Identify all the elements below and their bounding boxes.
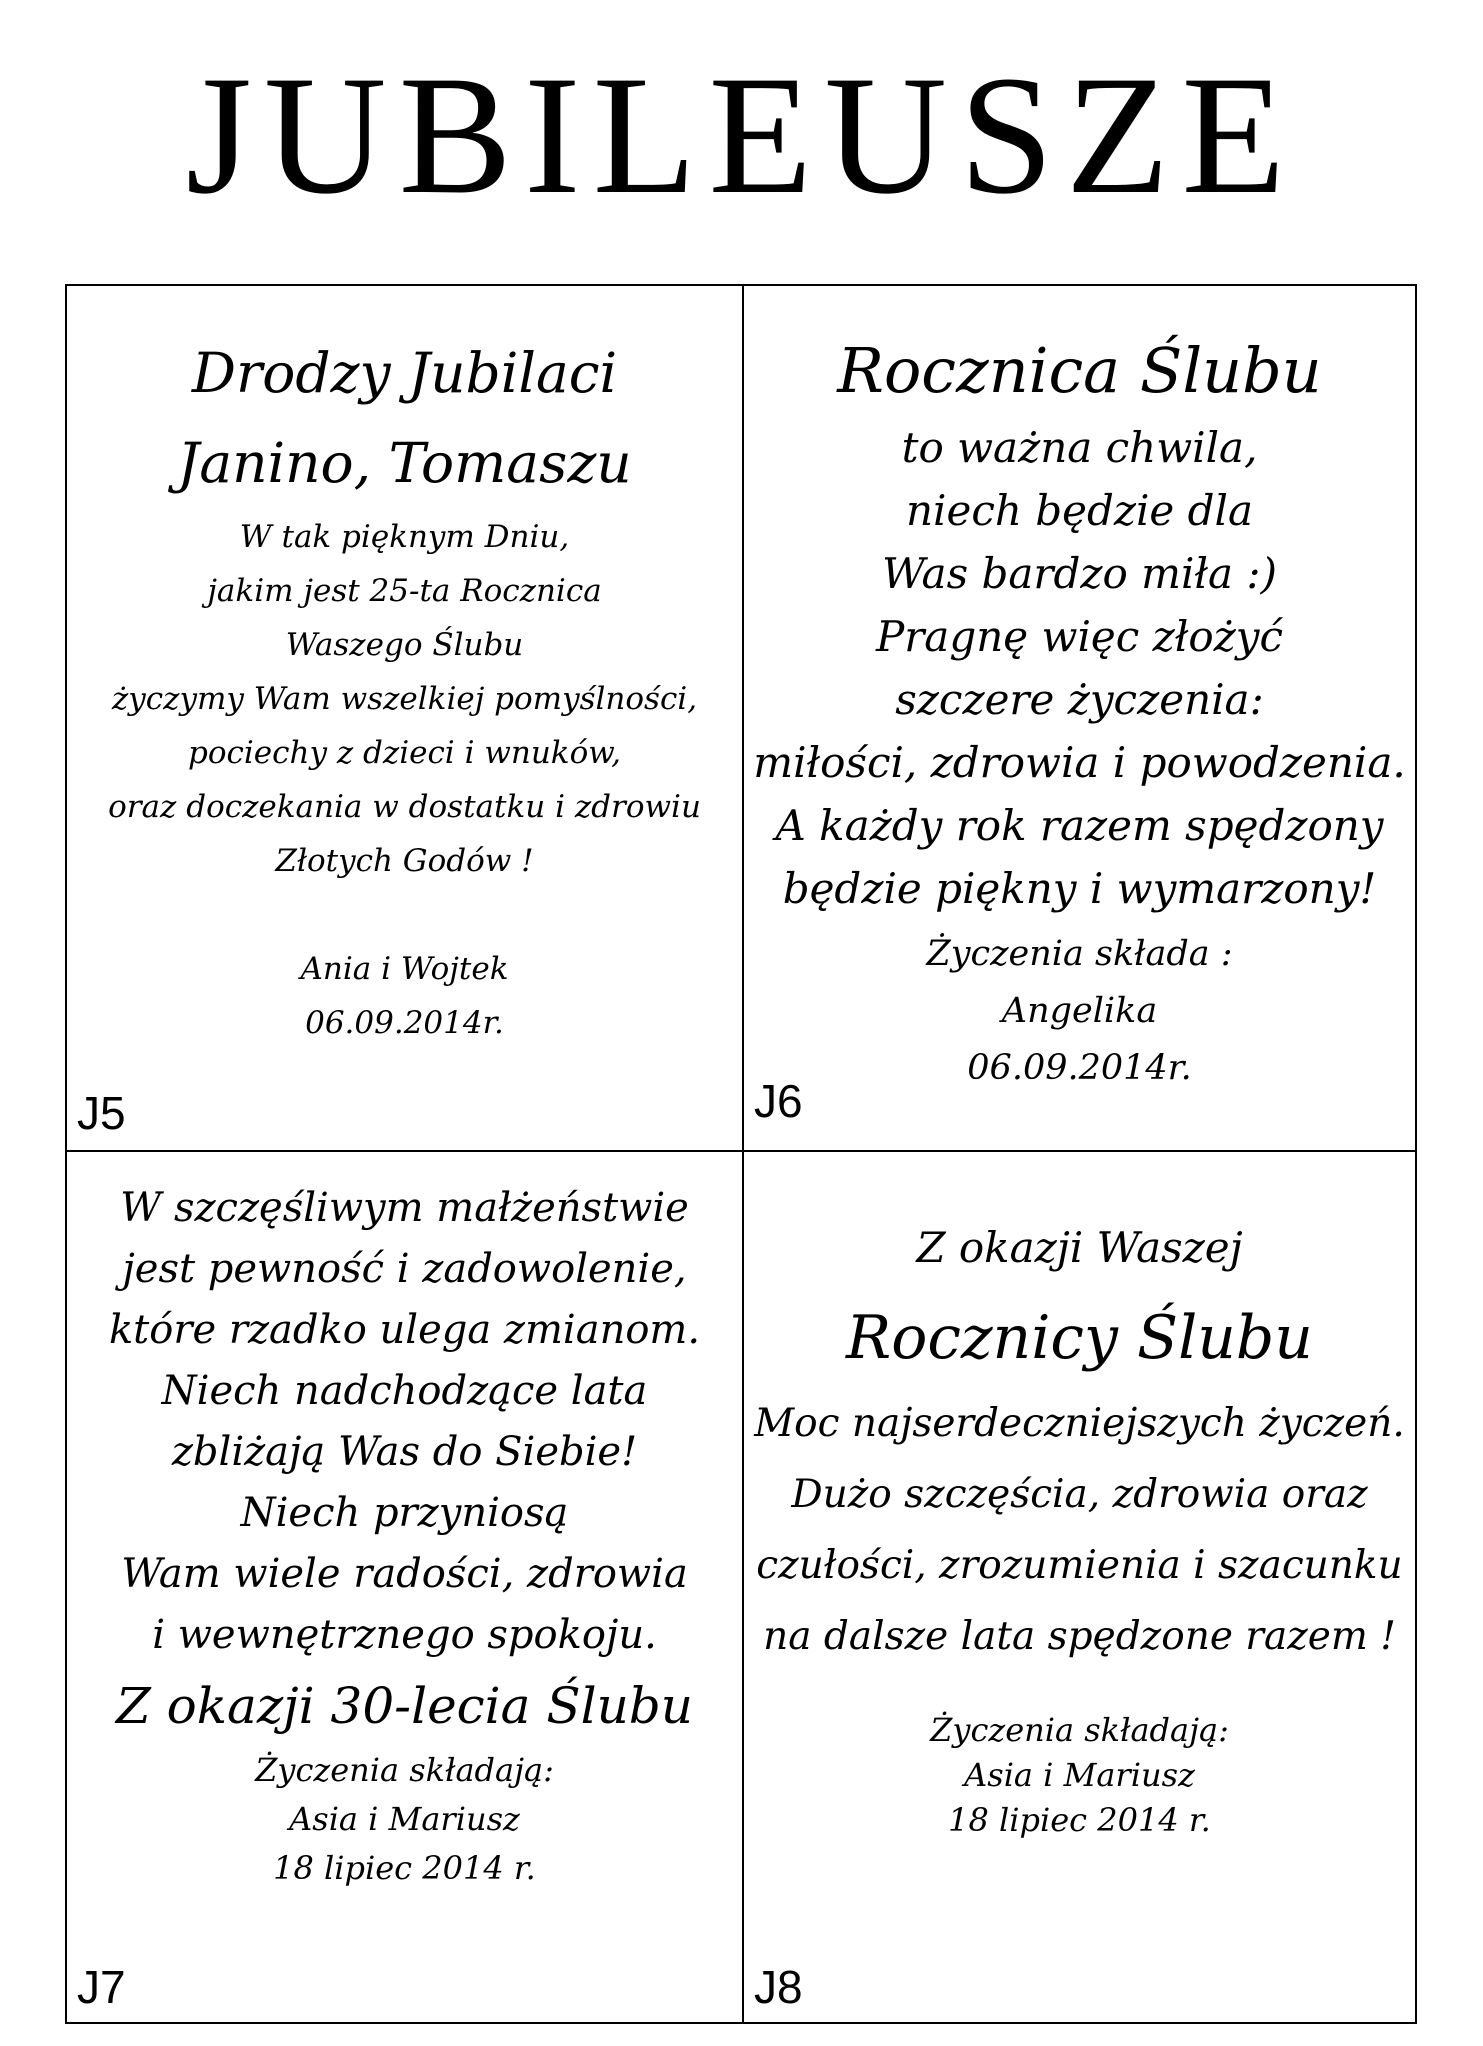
card-j7-signature-line: Asia i Mariusz [289,1800,520,1838]
card-j6-code: J6 [754,1075,803,1127]
card-j7-signature-line: 18 lipiec 2014 r. [273,1849,536,1887]
card-j6 [744,286,1415,1150]
card-j5-body-line: życzymy Wam wszelkiej pomyślności, [111,681,698,717]
card-j7-body-line: Niech przyniosą [240,1490,569,1536]
card-j5-body-line: oraz doczekania w dostatku i zdrowiu [108,789,701,825]
card-j7-signature-line: Życzenia składają: [255,1751,554,1789]
card-j6-body-line: Was bardzo miła :) [882,549,1277,598]
card-j6-body-line: A każdy rok razem spędzony [775,801,1384,850]
card-j8-body-line: na dalsze lata spędzone razem ! [763,1614,1396,1659]
card-j8-signature-line: Życzenia składają: [930,1711,1229,1749]
card-j8-signature-line: 18 lipiec 2014 r. [948,1801,1211,1839]
card-j5 [67,286,742,1150]
card-j6-signature-line: Życzenia składa : [926,934,1233,974]
card-j5-code: J5 [77,1087,126,1139]
card-j6-signature-line: Angelika [1001,991,1158,1031]
card-j7-body-line: i wewnętrznego spokoju. [152,1612,657,1658]
card-j7-body-line: które rzadko ulega zmianom. [108,1307,701,1353]
card-j8-body-line: czułości, zrozumienia i szacunku [756,1543,1403,1588]
card-j8-signature-line: Asia i Mariusz [964,1756,1195,1794]
card-j8-intro: Z okazji Waszej [916,1223,1243,1272]
card-j7-body-line: jest pewność i zadowolenie, [122,1246,687,1292]
card-j6-heading-line: Rocznica Ślubu [837,334,1322,407]
card-j7 [67,1152,742,2024]
card-grid [65,284,1417,2024]
card-j5-body-line: jakim jest 25-ta Rocznica [207,573,602,609]
card-j7-heading-line: Z okazji 30-lecia Ślubu [115,1677,694,1735]
card-j6-body-line: Pragnę więc złożyć [875,612,1284,661]
card-j8-code: J8 [754,1961,803,2013]
page-title: JUBILEUSZE [185,41,1298,229]
card-j8-body-line: Moc najserdeczniejszych życzeń. [754,1401,1405,1446]
card-j8 [744,1152,1415,2024]
card-j8-body-line: Dużo szczęścia, zdrowia oraz [791,1472,1368,1517]
card-j6-signature-line: 06.09.2014r. [967,1048,1192,1088]
card-j6-body-line: to ważna chwila, [901,423,1258,472]
card-j7-body-line: W szczęśliwym małżeństwie [120,1185,689,1231]
card-j5-body-line: pociechy z dzieci i wnuków, [188,735,621,771]
card-j7-body-line: Wam wiele radości, zdrowia [121,1551,688,1597]
card-j6-body-line: będzie piękny i wymarzony! [782,864,1377,913]
card-j5-signature-line: 06.09.2014r. [305,1005,504,1041]
card-j8-heading-line: Rocznicy Ślubu [846,1303,1313,1373]
card-j6-body-line: niech będzie dla [905,486,1253,535]
card-j5-body-line: Złotych Godów ! [275,843,534,879]
card-j6-body-line: szczere życzenia: [895,675,1264,724]
card-j5-body-line: W tak pięknym Dniu, [239,519,570,555]
card-j7-body-line: Niech nadchodzące lata [161,1368,648,1414]
card-j5-heading-line: Drodzy Jubilaci [191,341,618,405]
card-j5-signature-line: Ania i Wojtek [300,951,509,987]
card-j6-body-line: miłości, zdrowia i powodzenia. [753,738,1406,787]
card-j5-heading-line: Janino, Tomaszu [177,431,632,495]
card-j7-body-line: zbliżają Was do Siebie! [171,1429,638,1475]
card-j5-body-line: Waszego Ślubu [285,627,524,663]
card-j7-code: J7 [77,1961,126,2013]
